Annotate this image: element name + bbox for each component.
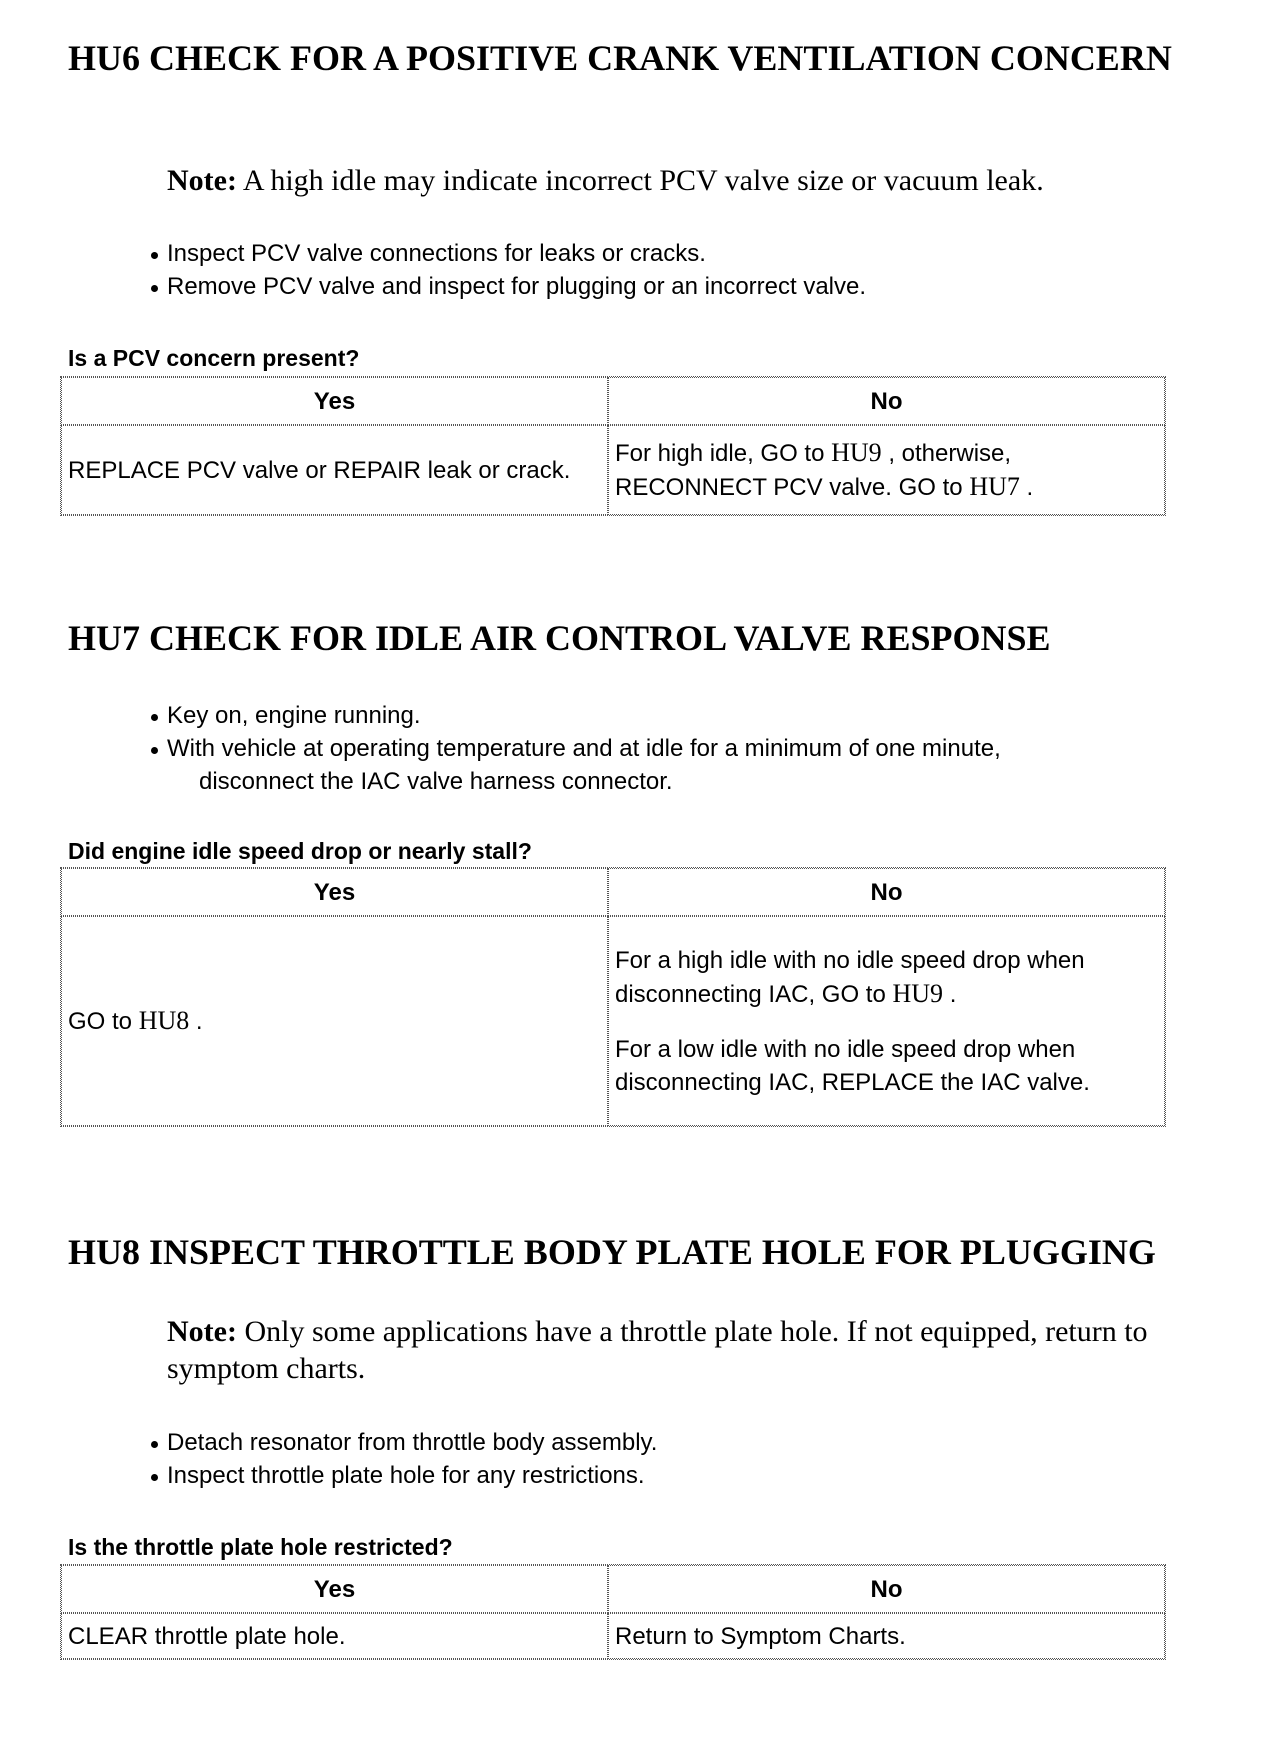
hu6-note bbox=[167, 162, 1257, 199]
hu7-bullets bbox=[148, 699, 1148, 798]
cell-text: GO to bbox=[68, 1008, 139, 1035]
bullet-item: Detach resonator from throttle body assembly. bbox=[148, 1426, 1148, 1459]
table-header-row bbox=[61, 1565, 1165, 1613]
hu8-table bbox=[60, 1564, 1166, 1660]
header-yes: Yes bbox=[61, 1565, 608, 1613]
cell-text: . bbox=[1019, 474, 1034, 501]
note-text: Only some applications have a throttle plate hole. If not equipped, return to symptom charts. bbox=[167, 1315, 1148, 1385]
no-cell: Return to Symptom Charts. bbox=[608, 1613, 1165, 1659]
hu8-bullets bbox=[148, 1426, 1148, 1492]
cell-text: . bbox=[943, 980, 957, 1008]
hu7-heading: HU7 CHECK FOR IDLE AIR CONTROL VALVE RESPONSE bbox=[68, 618, 1051, 658]
hu6-table bbox=[60, 376, 1166, 516]
no-cell bbox=[608, 916, 1165, 1126]
cell-text: For high idle, GO to bbox=[615, 440, 832, 467]
yes-cell: REPLACE PCV valve or REPAIR leak or crack. bbox=[61, 425, 608, 515]
hu7-question: Did engine idle speed drop or nearly stall? bbox=[68, 838, 532, 864]
bullet-text: With vehicle at operating temperature and at idle for a minimum of one minute, bbox=[167, 735, 1001, 762]
note-label: Note: bbox=[167, 164, 237, 197]
link-hu8[interactable]: HU8 bbox=[138, 1006, 190, 1035]
header-no: No bbox=[608, 868, 1165, 916]
bullet-item bbox=[148, 732, 1148, 798]
bullet-text-continued: disconnect the IAC valve harness connector. bbox=[199, 768, 673, 795]
cell-text: . bbox=[189, 1008, 203, 1035]
hu8-heading: HU8 INSPECT THROTTLE BODY PLATE HOLE FOR PLUGGING bbox=[68, 1232, 1156, 1272]
cell-paragraph: For a low idle with no idle speed drop when disconnecting IAC, REPLACE the IAC valve. bbox=[615, 1035, 1090, 1096]
header-no: No bbox=[608, 1565, 1165, 1613]
bullet-item: Inspect throttle plate hole for any restrictions. bbox=[148, 1459, 1148, 1492]
header-yes: Yes bbox=[61, 868, 608, 916]
hu8-question: Is the throttle plate hole restricted? bbox=[68, 1534, 453, 1560]
cell-text: For a high idle with no idle speed drop when disconnecting IAC, GO to bbox=[615, 946, 1085, 1008]
header-yes: Yes bbox=[61, 377, 608, 425]
table-header-row bbox=[61, 868, 1165, 916]
yes-cell: CLEAR throttle plate hole. bbox=[61, 1613, 608, 1659]
header-no: No bbox=[608, 377, 1165, 425]
no-cell bbox=[608, 425, 1165, 515]
bullet-item: Key on, engine running. bbox=[148, 699, 1148, 732]
bullet-item: Inspect PCV valve connections for leaks or cracks. bbox=[148, 237, 1148, 270]
table-row bbox=[61, 916, 1165, 1126]
link-hu9[interactable]: HU9 bbox=[892, 978, 944, 1008]
hu6-question: Is a PCV concern present? bbox=[68, 345, 360, 371]
hu8-note bbox=[167, 1313, 1257, 1387]
table-header-row bbox=[61, 377, 1165, 425]
note-text: A high idle may indicate incorrect PCV valve size or vacuum leak. bbox=[236, 164, 1044, 197]
table-row bbox=[61, 1613, 1165, 1659]
hu6-heading: HU6 CHECK FOR A POSITIVE CRANK VENTILATION CONCERN bbox=[68, 38, 1172, 78]
hu7-table bbox=[60, 867, 1166, 1127]
cell-paragraph bbox=[615, 944, 1158, 1011]
cell-text: , otherwise, RECONNECT PCV valve. GO to bbox=[615, 440, 1012, 501]
bullet-item: Remove PCV valve and inspect for plugging or an incorrect valve. bbox=[148, 270, 1148, 303]
yes-cell bbox=[61, 916, 608, 1126]
note-label: Note: bbox=[167, 1315, 237, 1348]
link-hu9[interactable]: HU9 bbox=[831, 438, 882, 467]
link-hu7[interactable]: HU7 bbox=[969, 472, 1020, 501]
table-row bbox=[61, 425, 1165, 515]
hu6-bullets bbox=[148, 237, 1148, 303]
